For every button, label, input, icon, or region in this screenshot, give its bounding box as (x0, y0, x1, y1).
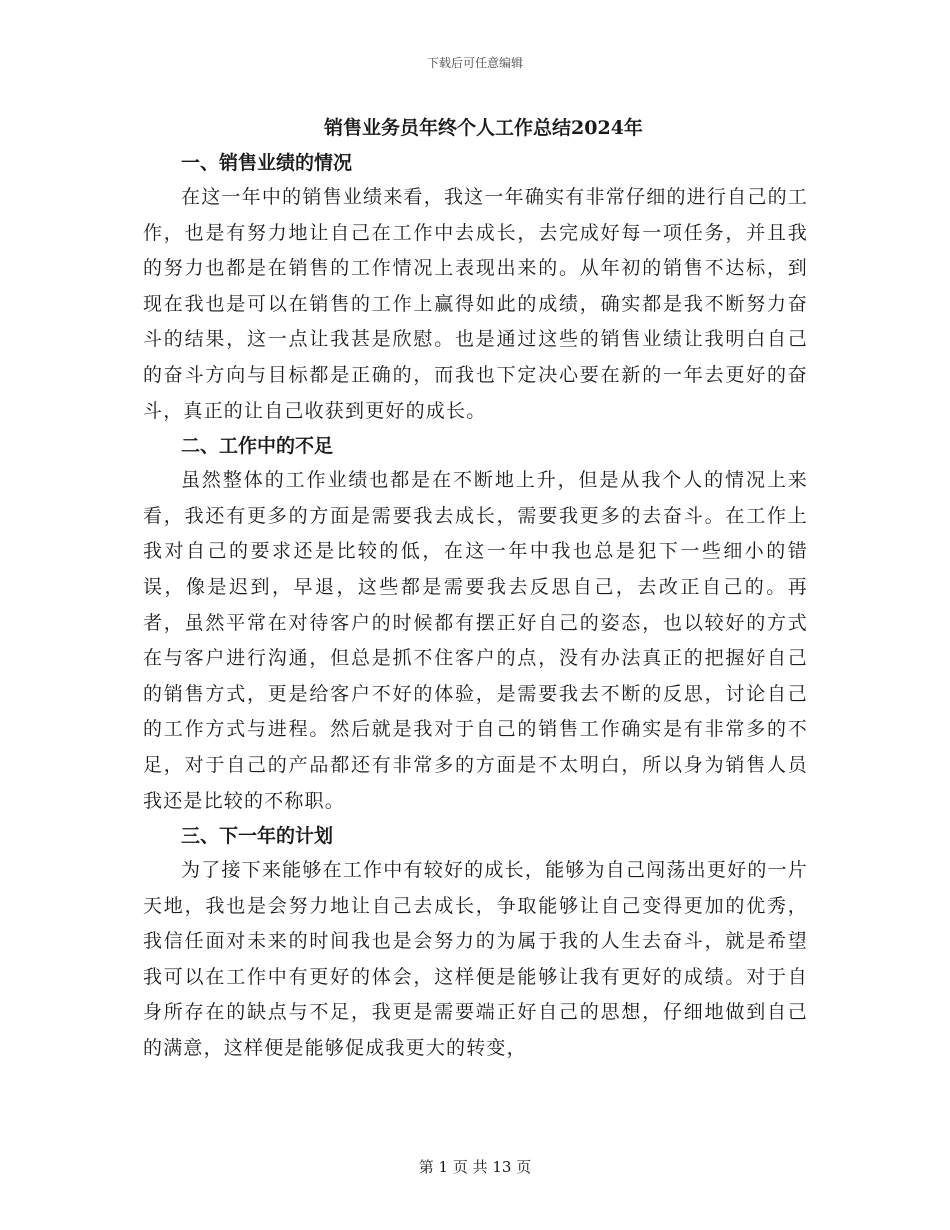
section-paragraph-shortcomings: 虽然整体的工作业绩也都是在不断地上升，但是从我个人的情况上来看，我还有更多的方面是需要我去成长，需要我更多的去奋斗。在工作上我对自己的要求还是比较的低，在这一年中我也总是犯下一些细小的错误，像是迟到，早退，这些都是需要我去反思自己，去改正自己的。再者，虽然平常在对待客户的时候都有摆正好自己的姿态，也以较好的方式在与客户进行沟通，但总是抓不住客户的点，没有办法真正的把握好自己的销售方式，更是给客户不好的体验，是需要我去不断的反思，讨论自己的工作方式与进程。然后就是我对于自己的销售工作确实是有非常多的不足，对于自己的产品都还有非常多的方面是不太明白，所以身为销售人员我还是比较的不称职。 (143, 469, 808, 812)
section-heading-shortcomings: 二、工作中的不足 (181, 435, 334, 458)
page-number-footer: 第 1 页 共 13 页 (418, 1158, 532, 1176)
document-title: 销售业务员年终个人工作总结2024年 (324, 117, 643, 139)
section-heading-next-year-plan: 三、下一年的计划 (181, 825, 334, 848)
section-paragraph-next-year-plan: 为了接下来能够在工作中有较好的成长，能够为自己闯荡出更好的一片天地，我也是会努力地让自己去成长，争取能够让自己变得更加的优秀，我信任面对未来的时间我也是会努力的为属于我的人生去奋斗，就是希望我可以在工作中有更好的体会，这样便是能够让我有更好的成绩。对于自身所存在的缺点与不足，我更是需要端正好自己的思想，仔细地做到自己的满意，这样便是能够促成我更大的转变， (143, 859, 808, 1060)
document-body (143, 112, 808, 1067)
section-paragraph-sales-performance: 在这一年中的销售业绩来看，我这一年确实有非常仔细的进行自己的工作，也是有努力地让自己在工作中去成长，去完成好每一项任务，并且我的努力也都是在销售的工作情况上表现出来的。从年初的销售不达标，到现在我也是可以在销售的工作上赢得如此的成绩，确实都是我不断努力奋斗的结果，这一点让我甚是欣慰。也是通过这些的销售业绩让我明白自己的奋斗方向与目标都是正确的，而我也下定决心要在新的一年去更好的奋斗，真正的让自己收获到更好的成长。 (143, 186, 808, 422)
section-heading-sales-performance: 一、销售业绩的情况 (181, 152, 353, 174)
page-header-note: 下载后可任意编辑 (426, 56, 523, 70)
